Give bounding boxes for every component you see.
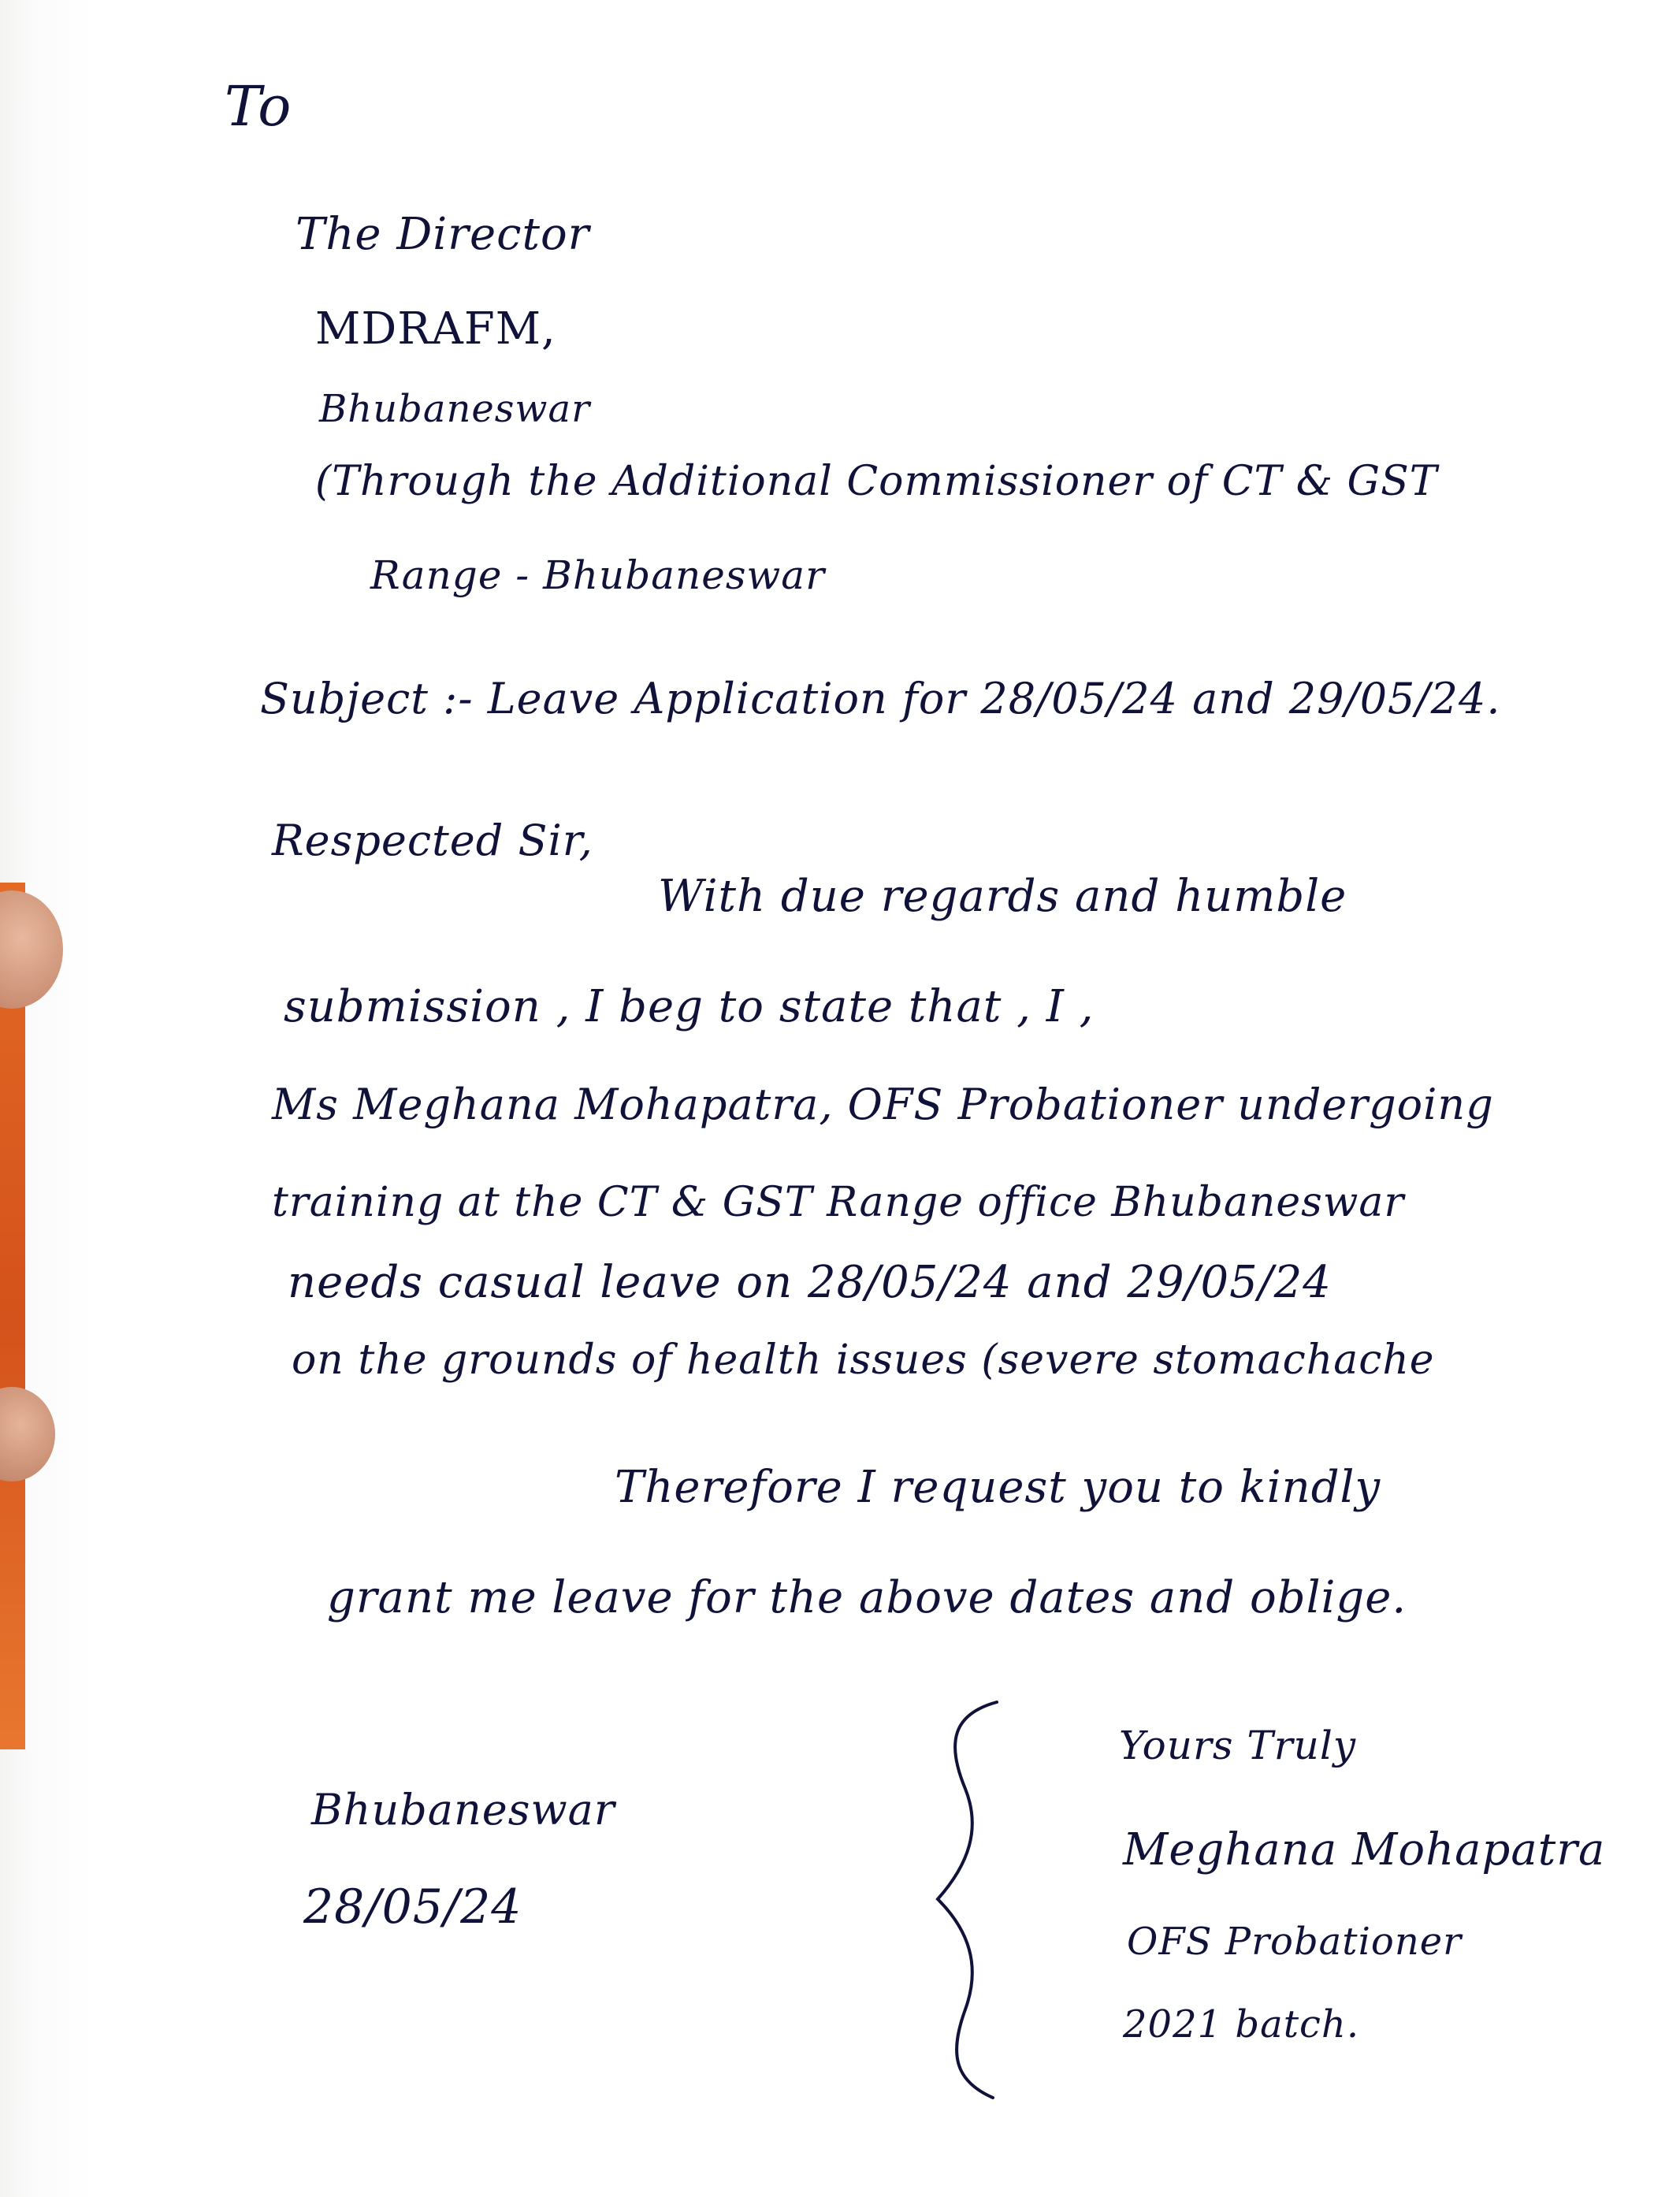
recipient-line-5: Range - Bhubaneswar (370, 552, 826, 598)
salutation: Respected Sir, (272, 816, 593, 865)
recipient-line-4: (Through the Additional Commissioner of CT & GST (315, 458, 1438, 505)
signature-name: Meghana Mohapatra (1123, 1824, 1606, 1875)
body-line-5: needs casual leave on 28/05/24 and 29/05/24 (288, 1257, 1332, 1308)
recipient-line-3: Bhubaneswar (319, 387, 591, 431)
body-line-8: grant me leave for the above dates and oblige. (327, 1572, 1407, 1623)
body-line-4: training at the CT & GST Range office Bhubaneswar (272, 1179, 1405, 1226)
body-line-2: submission , I beg to state that , I , (284, 981, 1095, 1032)
letter-to: To (225, 74, 292, 139)
subject-line: Subject :- Leave Application for 28/05/24 and 29/05/24. (260, 674, 1501, 723)
closing-line-1: Yours Truly (1119, 1723, 1357, 1768)
recipient-line-1: The Director (295, 209, 590, 260)
body-line-3: Ms Meghana Mohapatra, OFS Probationer undergoing (272, 1080, 1494, 1129)
date: 28/05/24 (303, 1879, 522, 1935)
body-line-6: on the grounds of health issues (severe stomachache (292, 1336, 1435, 1384)
closing-line-4: 2021 batch. (1123, 2002, 1360, 2046)
recipient-line-2: MDRAFM, (315, 303, 556, 355)
place: Bhubaneswar (311, 1785, 615, 1835)
body-line-7: Therefore I request you to kindly (615, 1462, 1381, 1513)
body-line-1: With due regards and humble (658, 871, 1347, 922)
background-surface (0, 883, 25, 1749)
curly-brace (922, 1694, 1009, 2104)
closing-line-3: OFS Probationer (1127, 1920, 1463, 1964)
